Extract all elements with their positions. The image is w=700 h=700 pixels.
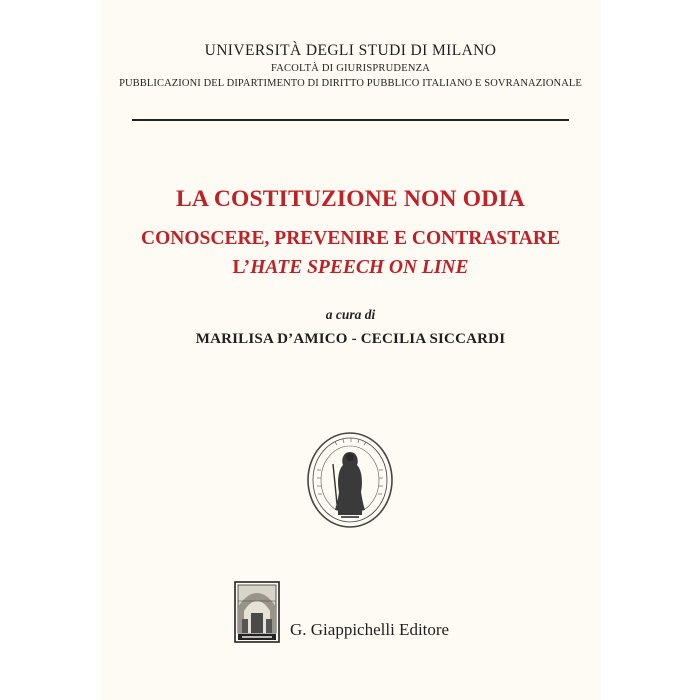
header-divider [132, 119, 569, 121]
publisher-logo-icon [234, 581, 280, 643]
publisher-name: G. Giappichelli Editore [290, 620, 450, 639]
subtitle-italic: HATE SPEECH ON LINE [250, 257, 469, 278]
subtitle-prefix: L’ [232, 257, 251, 278]
faculty-name: FACOLTÀ DI GIURISPRUDENZA [270, 63, 430, 74]
book-title: LA COSTITUZIONE NON ODIA [176, 186, 525, 212]
book-subtitle: CONOSCERE, PREVENIRE E CONTRASTARE [141, 228, 560, 249]
university-name: UNIVERSITÀ DEGLI STUDI DI MILANO [204, 42, 497, 59]
book-cover [100, 0, 601, 700]
series-name: PUBBLICAZIONI DEL DIPARTIMENTO DI DIRITTO PUBBLICO ITALIANO E SOVRANAZIONALE [119, 78, 582, 89]
book-subtitle-line2 [100, 257, 601, 279]
edited-by-label: a cura di [325, 307, 376, 322]
university-seal-icon [305, 430, 395, 530]
editors-names: MARILISA D’AMICO - CECILIA SICCARDI [195, 331, 506, 347]
